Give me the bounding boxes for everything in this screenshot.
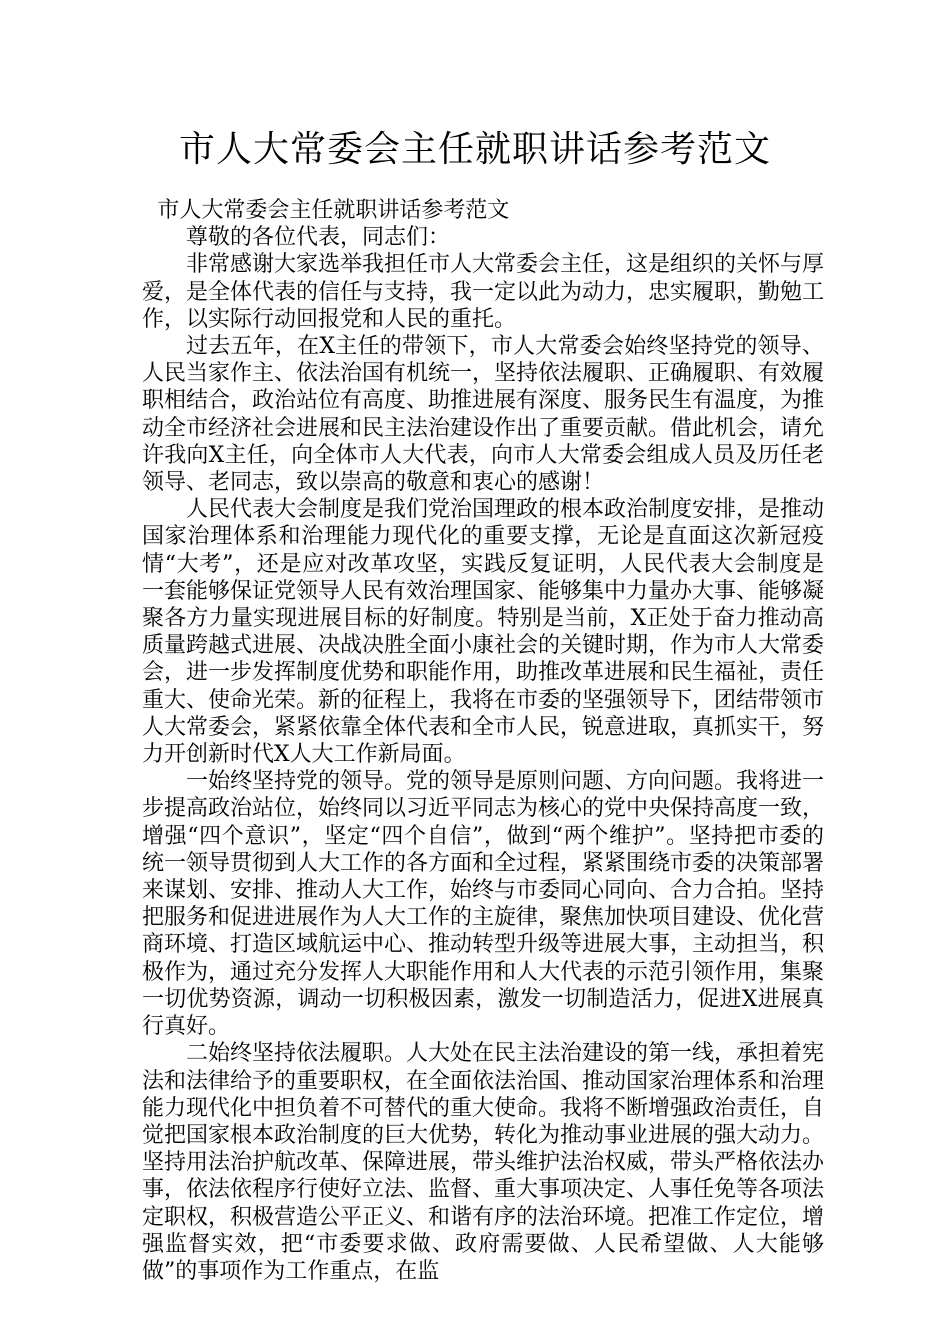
body-paragraph: 二始终坚持依法履职。人大处在民主法治建设的第一线，承担着宪法和法律给予的重要职权，在全面依法治国、推动国家治理体系和治理能力现代化中担负着不可替代的重大使命。我将不断增强政治责任，自觉把国家根本政治制度的巨大优势，转化为推动事业进展的强大动力。坚持用法治护航改革、保障进展，带头维护法治权威，带头严格依法办事，依法依程序行使好立法、监督、重大事项决定、人事任免等各项法定职权，积极营造公平正义、和谐有序的法治环境。把准工作定位，增强监督实效，把“市委要求做、政府需要做、人民希望做、人大能够做”的事项作为工作重点，在监 — [142, 1041, 825, 1284]
document-subtitle: 市人大常委会主任就职讲话参考范文 — [157, 198, 510, 223]
body-paragraph: 一始终坚持党的领导。党的领导是原则问题、方向问题。我将进一步提高政治站位，始终同以习近平同志为核心的党中央保持高度一致，增强“四个意识”，坚定“四个自信”，做到“两个维护”。坚持把市委的统一领导贯彻到人大工作的各方面和全过程，紧紧围绕市委的决策部署来谋划、安排、推动人大工作，始终与市委同心同向、合力合拍。坚持把服务和促进进展作为人大工作的主旋律，聚焦加快项目建设、优化营商环境、打造区域航运中心、推动转型升级等进展大事，主动担当，积极作为，通过充分发挥人大职能作用和人大代表的示范引领作用，集聚一切优势资源，调动一切积极因素，激发一切制造活力，促进X进展真行真好。 — [142, 769, 825, 1040]
body-paragraph: 人民代表大会制度是我们党治国理政的根本政治制度安排，是推动国家治理体系和治理能力现代化的重要支撑，无论是直面这次新冠疫情“大考”，还是应对改革攻坚，实践反复证明，人民代表大会制度是一套能够保证党领导人民有效治理国家、能够集中力量办大事、能够凝聚各方力量实现进展目标的好制度。特别是当前，X正处于奋力推动高质量跨越式进展、决战决胜全面小康社会的关键时期，作为市人大常委会，进一步发挥制度优势和职能作用，助推改革进展和民生福祉，责任重大、使命光荣。新的征程上，我将在市委的坚强领导下，团结带领市人大常委会，紧紧依靠全体代表和全市人民，锐意进取，真抓实干，努力开创新时代X人大工作新局面。 — [142, 497, 825, 768]
document-body — [142, 197, 824, 1285]
body-paragraph: 非常感谢大家选举我担任市人大常委会主任，这是组织的关怀与厚爱，是全体代表的信任与支持，我一定以此为动力，忠实履职，勤勉工作，以实际行动回报党和人民的重托。 — [142, 252, 825, 332]
salutation-paragraph: 尊敬的各位代表，同志们： — [186, 225, 451, 251]
document-title: 市人大常委会主任就职讲话参考范文 — [178, 129, 771, 170]
body-paragraph: 过去五年，在X主任的带领下，市人大常委会始终坚持党的领导、人民当家作主、依法治国有机统一，坚持依法履职、正确履职、有效履职相结合，政治站位有高度、助推进展有深度、服务民生有温度，为推动全市经济社会进展和民主法治建设作出了重要贡献。借此机会，请允许我向X主任，向全体市人大代表，向市人大常委会组成人员及历任老领导、老同志，致以崇高的敬意和衷心的感谢！ — [142, 334, 825, 496]
